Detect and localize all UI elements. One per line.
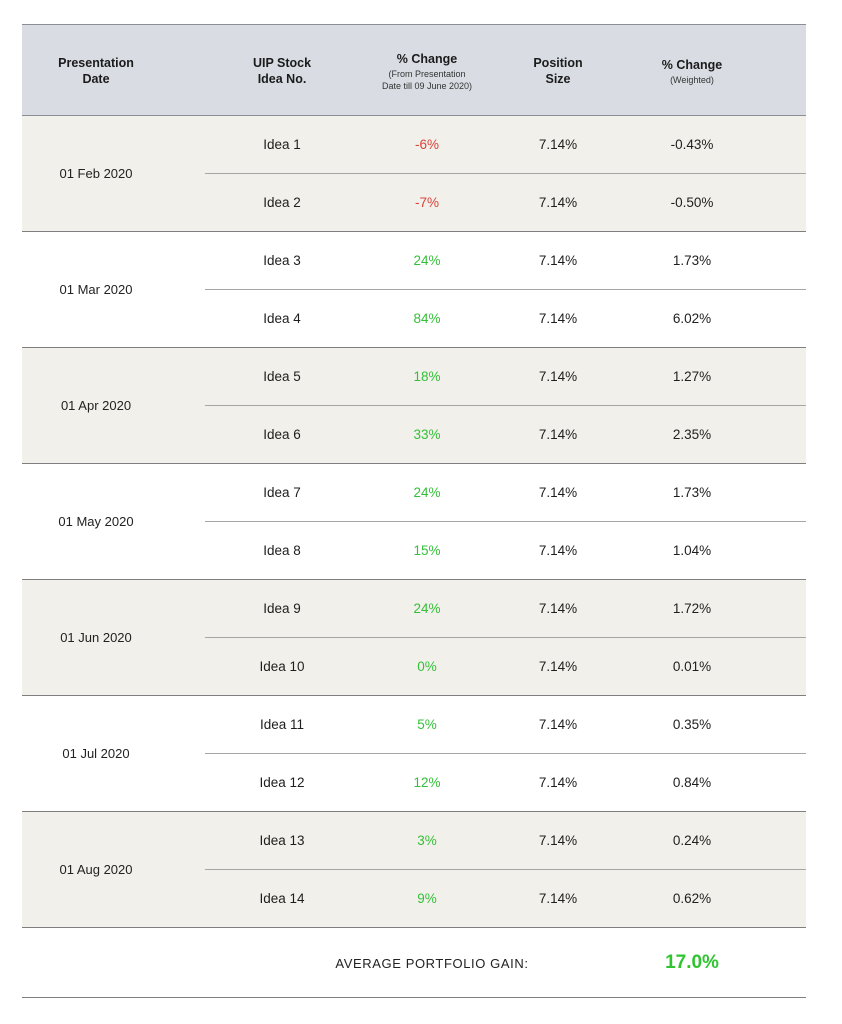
header-idea-no: UIP Stock Idea No.: [252, 56, 312, 86]
table-row: [22, 348, 806, 405]
percent-change: 24%: [413, 485, 441, 500]
weighted-change: -0.43%: [670, 137, 714, 152]
presentation-date: 01 Jun 2020: [60, 630, 132, 645]
table-row: [22, 232, 806, 289]
idea-number: Idea 2: [263, 195, 301, 210]
position-size: 7.14%: [538, 369, 578, 384]
table-header: [22, 24, 806, 116]
weighted-change: 0.62%: [672, 891, 712, 906]
header-percent-change-note: (From Presentation Date till 09 June 2020): [381, 68, 473, 91]
presentation-date: 01 Aug 2020: [59, 862, 133, 877]
table-row: [22, 870, 806, 927]
percent-change: 3%: [417, 833, 437, 848]
percent-change: 33%: [413, 427, 441, 442]
date-group: [22, 116, 806, 232]
weighted-change: 1.04%: [672, 543, 712, 558]
weighted-change: 1.73%: [672, 253, 712, 268]
position-size: 7.14%: [538, 195, 578, 210]
table-row: [22, 522, 806, 579]
percent-change: 18%: [413, 369, 441, 384]
idea-number: Idea 14: [259, 891, 305, 906]
weighted-change: 1.27%: [672, 369, 712, 384]
idea-number: Idea 7: [263, 485, 301, 500]
idea-number: Idea 11: [259, 717, 305, 732]
weighted-change: 1.73%: [672, 485, 712, 500]
date-group: [22, 464, 806, 580]
percent-change: 84%: [413, 311, 441, 326]
position-size: 7.14%: [538, 543, 578, 558]
presentation-date: 01 Mar 2020: [59, 282, 133, 297]
position-size: 7.14%: [538, 427, 578, 442]
portfolio-summary: [22, 928, 806, 998]
presentation-date: 01 Feb 2020: [59, 166, 133, 181]
average-gain-label: AVERAGE PORTFOLIO GAIN:: [335, 955, 529, 971]
position-size: 7.14%: [538, 775, 578, 790]
percent-change: 5%: [417, 717, 437, 732]
position-size: 7.14%: [538, 601, 578, 616]
idea-number: Idea 5: [263, 369, 301, 384]
weighted-change: -0.50%: [670, 195, 714, 210]
position-size: 7.14%: [538, 891, 578, 906]
header-presentation-date: Presentation Date: [58, 56, 134, 86]
weighted-change: 0.01%: [672, 659, 712, 674]
position-size: 7.14%: [538, 717, 578, 732]
percent-change: -6%: [414, 137, 439, 152]
position-size: 7.14%: [538, 659, 578, 674]
header-weighted-note: (Weighted): [670, 74, 714, 85]
date-group: [22, 232, 806, 348]
date-group: [22, 696, 806, 812]
percent-change: 24%: [413, 601, 441, 616]
percent-change: 15%: [413, 543, 441, 558]
idea-number: Idea 6: [263, 427, 301, 442]
average-gain-value: 17.0%: [665, 952, 719, 973]
table-row: [22, 696, 806, 753]
idea-number: Idea 12: [259, 775, 305, 790]
percent-change: 24%: [413, 253, 441, 268]
presentation-date: 01 Jul 2020: [62, 746, 130, 761]
table-row: [22, 406, 806, 463]
header-percent-change: % Change (From Presentation Date till 09 June 2020): [381, 51, 473, 91]
percent-change: -7%: [414, 195, 439, 210]
position-size: 7.14%: [538, 833, 578, 848]
weighted-change: 0.35%: [672, 717, 712, 732]
weighted-change: 2.35%: [672, 427, 712, 442]
position-size: 7.14%: [538, 137, 578, 152]
header-weighted-change: % Change (Weighted): [661, 57, 723, 85]
idea-number: Idea 13: [259, 833, 305, 848]
idea-number: Idea 4: [263, 311, 301, 326]
weighted-change: 1.72%: [672, 601, 712, 616]
idea-number: Idea 8: [263, 543, 301, 558]
date-group: [22, 348, 806, 464]
position-size: 7.14%: [538, 253, 578, 268]
position-size: 7.14%: [538, 311, 578, 326]
weighted-change: 0.24%: [672, 833, 712, 848]
idea-number: Idea 10: [259, 659, 305, 674]
percent-change: 0%: [417, 659, 437, 674]
presentation-date: 01 May 2020: [58, 514, 134, 529]
table-row: [22, 812, 806, 869]
idea-number: Idea 1: [263, 137, 301, 152]
table-row: [22, 290, 806, 347]
header-position-size: Position Size: [533, 56, 583, 86]
table-row: [22, 464, 806, 521]
table-row: [22, 116, 806, 173]
table-row: [22, 754, 806, 811]
weighted-change: 0.84%: [672, 775, 712, 790]
date-group: [22, 812, 806, 928]
percent-change: 9%: [417, 891, 437, 906]
idea-number: Idea 3: [263, 253, 301, 268]
table-row: [22, 580, 806, 637]
table-row: [22, 638, 806, 695]
percent-change: 12%: [413, 775, 441, 790]
position-size: 7.14%: [538, 485, 578, 500]
date-group: [22, 580, 806, 696]
weighted-change: 6.02%: [672, 311, 712, 326]
presentation-date: 01 Apr 2020: [60, 398, 132, 413]
idea-number: Idea 9: [263, 601, 301, 616]
table-row: [22, 174, 806, 231]
